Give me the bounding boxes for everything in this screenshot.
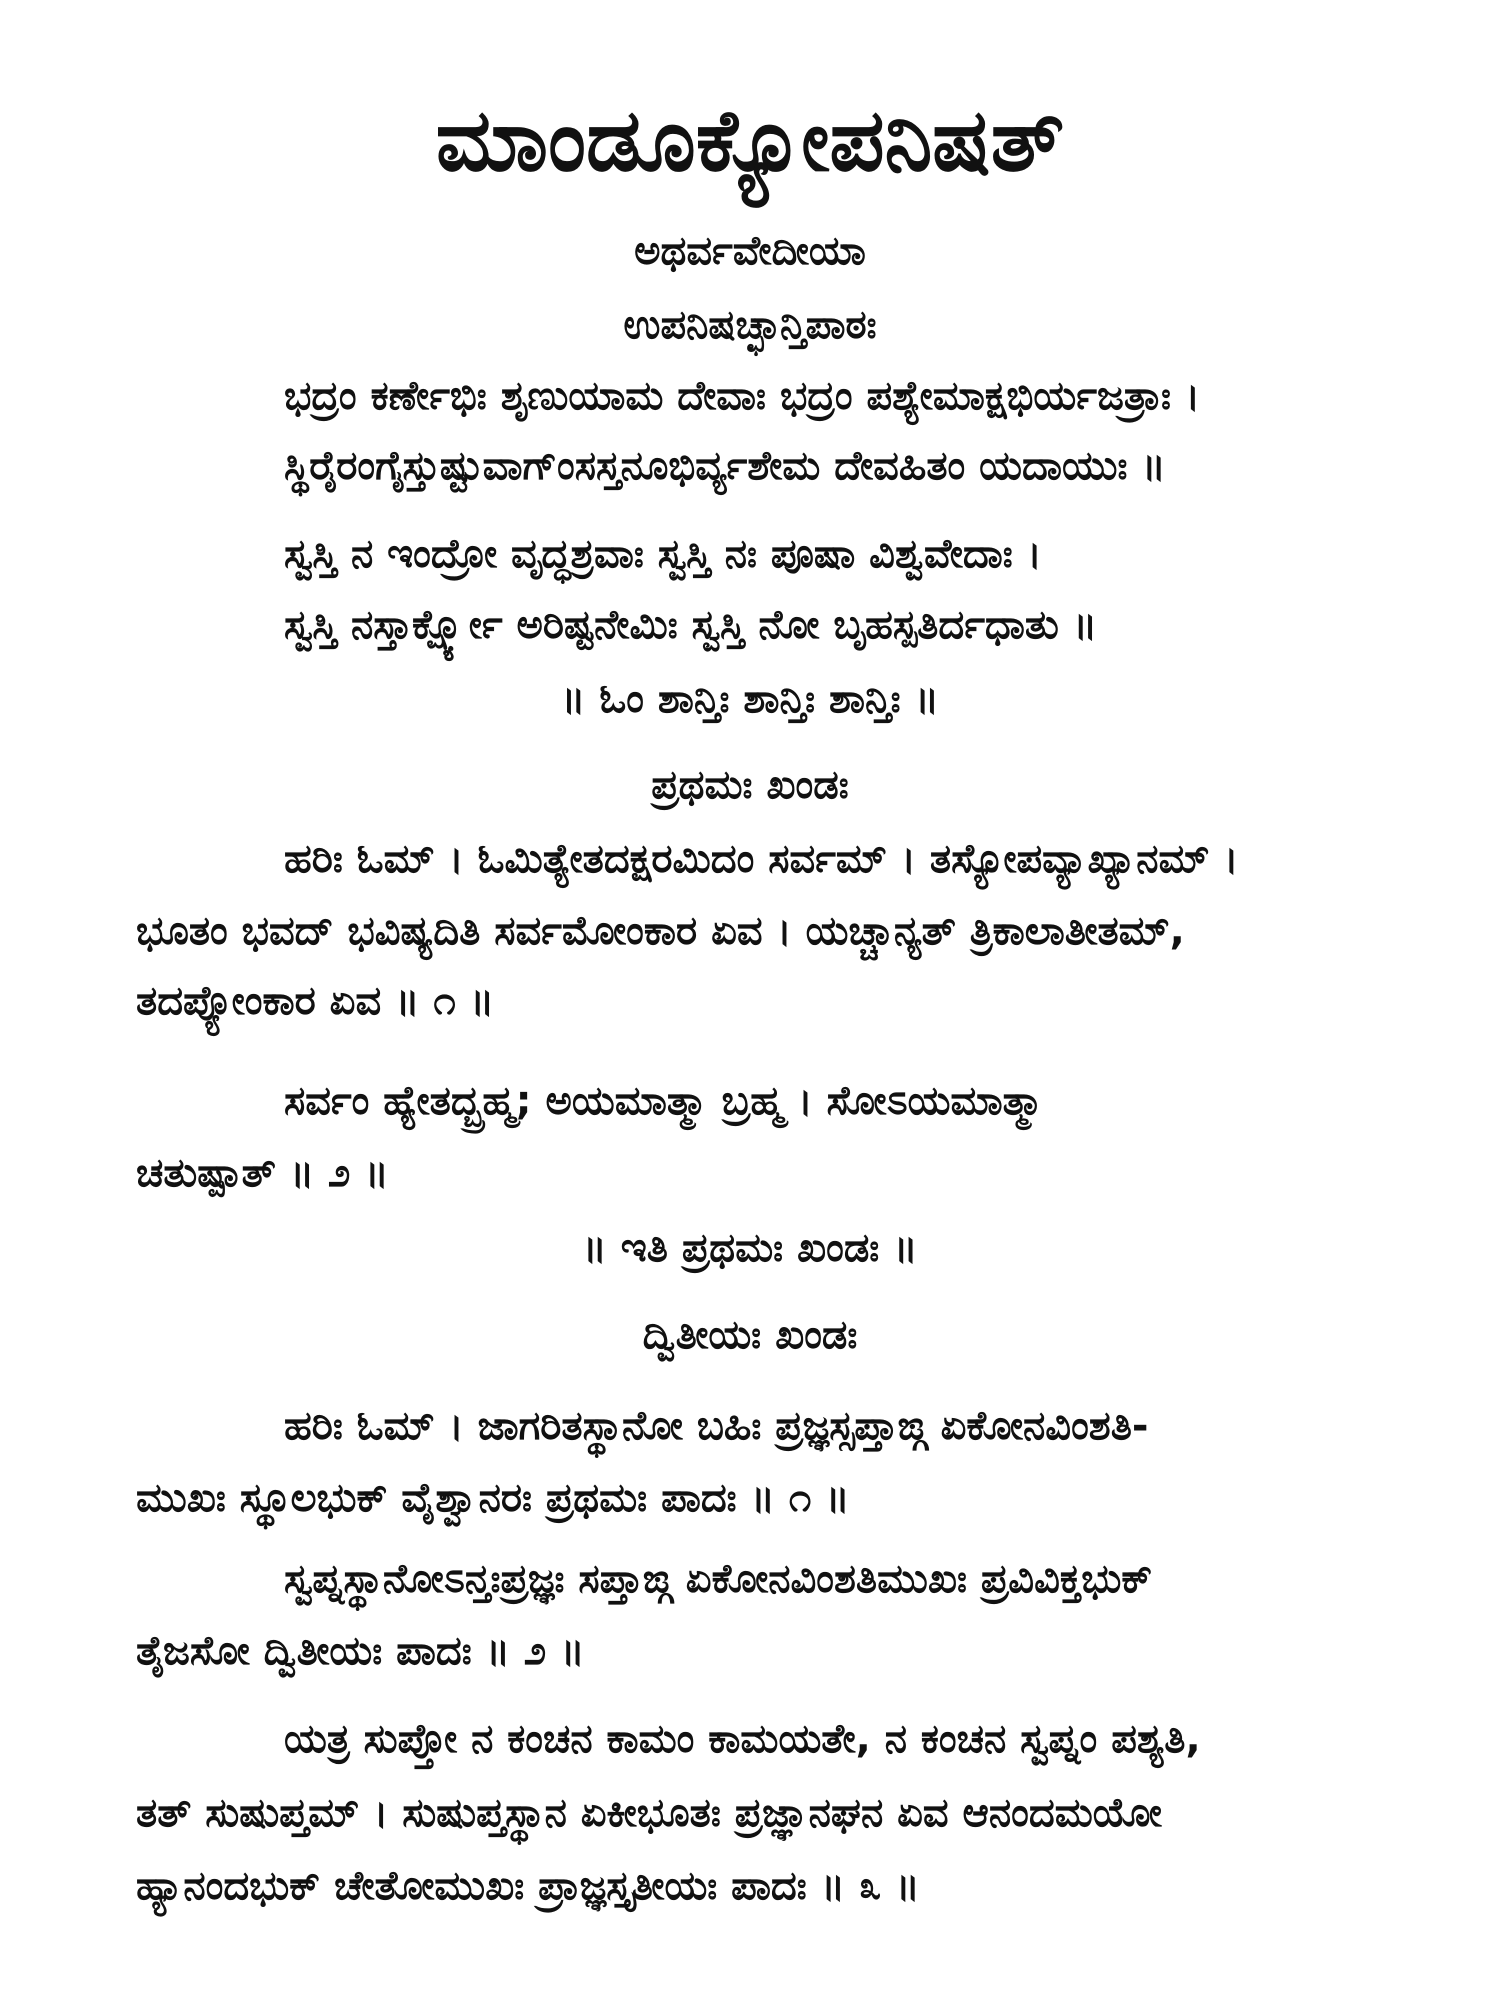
- veda-subtitle: ಅಥರ್ವವೇದೀಯಾ: [634, 228, 866, 274]
- khanda-1-verse-2-line-1: ಸರ್ವಂ ಹ್ಯೇತದ್ಬ್ರಹ್ಮ; ಅಯಮಾತ್ಮಾ ಬ್ರಹ್ಮ । ಸೋಽಯಮಾತ್ಮಾ: [284, 1078, 1044, 1124]
- khanda-1-verse-1-line-3: ತದಪ್ಯೋಂಕಾರ ಏವ ॥ ೧ ॥: [136, 978, 495, 1024]
- khanda-1-verse-2-line-2: ಚತುಷ್ಪಾತ್ ॥ ೨ ॥: [136, 1150, 389, 1196]
- khanda-2-verse-3-line-1: ಯತ್ರ ಸುಪ್ತೋ ನ ಕಂಚನ ಕಾಮಂ ಕಾಮಯತೇ, ನ ಕಂಚನ ಸ್ವಪ್ನಂ ಪಶ್ಯತಿ,: [284, 1716, 1201, 1762]
- khanda-2-verse-1-line-1: ಹರಿಃ ಓಮ್ । ಜಾಗರಿತಸ್ಥಾನೋ ಬಹಿಃ ಪ್ರಜ್ಞಸ್ಸಪ್ತಾಙ್ಗ ಏಕೋನವಿಂಶತಿ-: [284, 1403, 1149, 1449]
- invocation-line-4: ಸ್ವಸ್ತಿ ನಸ್ತಾರ್ಕ್ಷ್ಯೋ ಅರಿಷ್ಟನೇಮಿಃ ಸ್ವಸ್ತಿ ನೋ ಬೃಹಸ್ಪತಿರ್ದಧಾತು ॥: [284, 602, 1098, 648]
- khanda-1-verse-1-line-1: ಹರಿಃ ಓಮ್ । ಓಮಿತ್ಯೇತದಕ್ಷರಮಿದಂ ಸರ್ವಮ್ । ತಸ್ಯೋಪವ್ಯಾಖ್ಯಾನಮ್ ।: [284, 836, 1239, 882]
- khanda-2-heading: ದ್ವಿತೀಯಃ ಖಂಡಃ: [642, 1312, 858, 1358]
- khanda-2-verse-3-line-2: ತತ್ ಸುಷುಪ್ತಮ್ । ಸುಷುಪ್ತಸ್ಥಾನ ಏಕೀಭೂತಃ ಪ್ರಜ್ಞಾನಘನ ಏವ ಆನಂದಮಯೋ: [136, 1790, 1162, 1836]
- invocation-line-2: ಸ್ಥಿರೈರಂಗೈಸ್ತುಷ್ಟುವಾಗ್ಂಸಸ್ತನೂಭಿರ್ವ್ಯಶೇಮ ದೇವಹಿತಂ ಯದಾಯುಃ ॥: [284, 443, 1166, 489]
- shanti-mantra: ॥ ಓಂ ಶಾನ್ತಿಃ ಶಾನ್ತಿಃ ಶಾನ್ತಿಃ ॥: [561, 676, 939, 722]
- invocation-heading: ಉಪನಿಷಚ್ಛಾನ್ತಿಪಾಠಃ: [623, 302, 877, 348]
- page-title: ಮಾಂಡೂಕ್ಯೋಪನಿಷತ್: [435, 91, 1065, 191]
- khanda-2-verse-2-line-2: ತೈಜಸೋ ದ್ವಿತೀಯಃ ಪಾದಃ ॥ ೨ ॥: [136, 1628, 585, 1674]
- invocation-line-1: ಭದ್ರಂ ಕರ್ಣೇಭಿಃ ಶೃಣುಯಾಮ ದೇವಾಃ ಭದ್ರಂ ಪಶ್ಯೇಮಾಕ್ಷಭಿರ್ಯಜತ್ರಾಃ ।: [284, 373, 1201, 419]
- khanda-1-end: ॥ ಇತಿ ಪ್ರಥಮಃ ಖಂಡಃ ॥: [582, 1225, 918, 1271]
- khanda-2-verse-1-line-2: ಮುಖಃ ಸ್ಥೂಲಭುಕ್ ವೈಶ್ವಾನರಃ ಪ್ರಥಮಃ ಪಾದಃ ॥ ೧ ॥: [136, 1475, 850, 1521]
- khanda-1-verse-1-line-2: ಭೂತಂ ಭವದ್ ಭವಿಷ್ಯದಿತಿ ಸರ್ವಮೋಂಕಾರ ಏವ । ಯಚ್ಚಾನ್ಯತ್ ತ್ರಿಕಾಲಾತೀತಮ್,: [136, 908, 1185, 954]
- khanda-2-verse-2-line-1: ಸ್ವಪ್ನಸ್ಥಾನೋಽನ್ತಃಪ್ರಜ್ಞಃ ಸಪ್ತಾಙ್ಗ ಏಕೋನವಿಂಶತಿಮುಖಃ ಪ್ರವಿವಿಕ್ತಭುಕ್: [284, 1556, 1153, 1602]
- invocation-line-3: ಸ್ವಸ್ತಿ ನ ಇಂದ್ರೋ ವೃದ್ಧಶ್ರವಾಃ ಸ್ವಸ್ತಿ ನಃ ಪೂಷಾ ವಿಶ್ವವೇದಾಃ ।: [284, 531, 1042, 577]
- khanda-2-verse-3-line-3: ಹ್ಯಾನಂದಭುಕ್ ಚೇತೋಮುಖಃ ಪ್ರಾಜ್ಞಸ್ತೃತೀಯಃ ಪಾದಃ ॥ ೩ ॥: [136, 1863, 920, 1909]
- khanda-1-heading: ಪ್ರಥಮಃ ಖಂಡಃ: [651, 762, 849, 808]
